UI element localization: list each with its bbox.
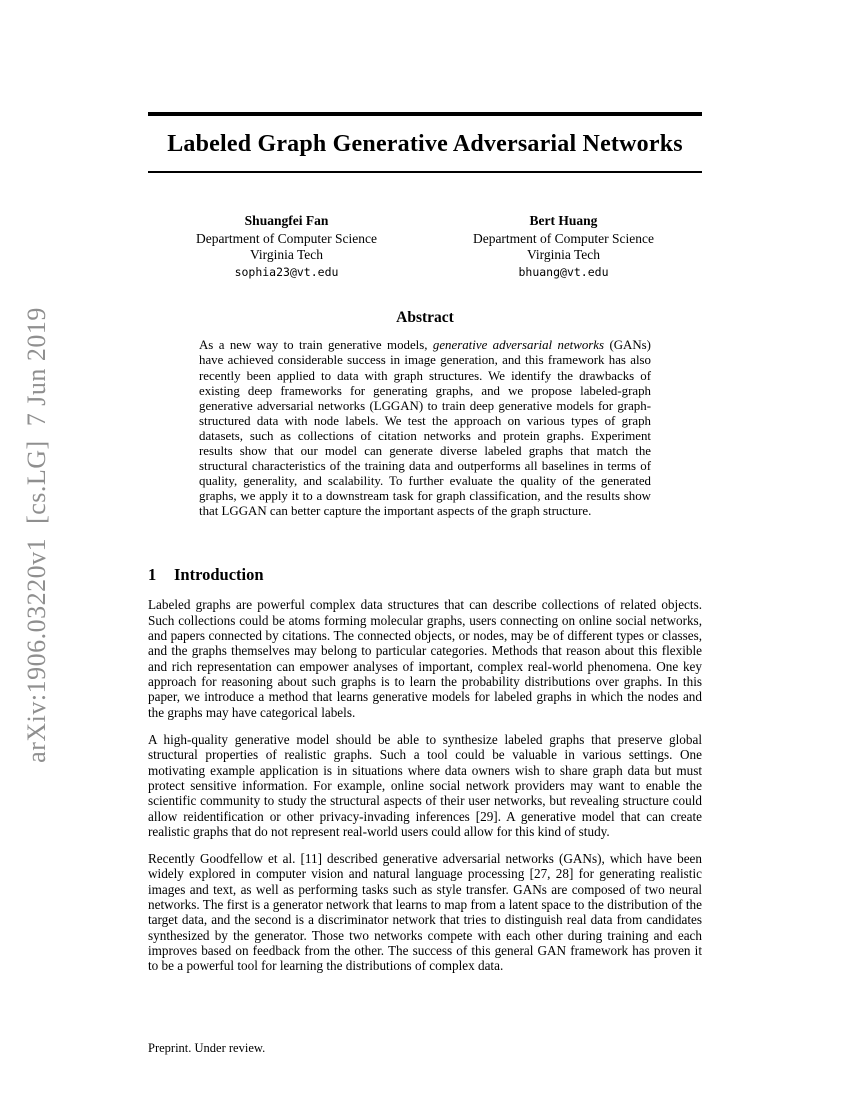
author-1-department: Department of Computer Science <box>195 231 378 247</box>
author-2-name: Bert Huang <box>529 213 598 228</box>
author-2-institution: Virginia Tech <box>526 247 601 263</box>
author-2-email: bhuang@vt.edu <box>518 264 609 279</box>
abstract-lead: As a new way to train generative models, <box>199 338 433 353</box>
arxiv-watermark: arXiv:1906.03220v1 [cs.LG] 7 Jun 2019 <box>22 307 51 763</box>
title-rule-top <box>148 112 702 116</box>
paper-content <box>148 0 702 974</box>
paper-title: Labeled Graph Generative Adversarial Networks <box>167 131 683 157</box>
abstract-rest: (GANs) have achieved considerable success in image generation, and this framework has also recently been applied to data with graph structures. We identify the drawbacks of existing deep frameworks for generating graphs, and we propose labeled-graph generative adversarial networks (LGGAN) to train deep generative models for graph-structured data with node labels. We test the approach on various types of graph datasets, such as collections of citation networks and protein graphs. Experiment results show that our model can generate diverse labeled graphs that match the structural characteristics of the training data and outperforms all baselines in terms of quality, generality, and scalability. To further evaluate the quality of the generated graphs, we apply it to a downstream task for graph classification, and the results show that LGGAN can better capture the important aspects of the graph structure. <box>199 338 651 519</box>
author-1 <box>148 213 425 279</box>
section-number: 1 <box>148 565 157 585</box>
author-1-institution: Virginia Tech <box>249 247 324 263</box>
abstract-text <box>199 338 651 519</box>
author-1-name: Shuangfei Fan <box>244 213 329 228</box>
author-1-email: sophia23@vt.edu <box>234 264 339 279</box>
author-block <box>148 213 702 279</box>
intro-paragraph-1: Labeled graphs are powerful complex data structures that can describe collections of related objects. Such collections could be atoms forming molecular graphs, users connecting on online social networks, and papers connected by citations. The connected objects, or nodes, may be of different types or classes, and the graphs themselves may belong to particular categories. Methods that reason about this flexible and rich representation can empower analyses of important, complex real-world phenomena. One key approach for reasoning about such graphs is to learn the probability distributions over graphs. In this paper, we introduce a method that learns generative models for labeled graphs in which the nodes and the graphs may have categorical labels. <box>148 597 702 720</box>
author-2 <box>425 213 702 279</box>
author-2-department: Department of Computer Science <box>472 231 655 247</box>
abstract-emphasis: generative adversarial networks <box>432 338 605 353</box>
intro-paragraph-3: Recently Goodfellow et al. [11] described generative adversarial networks (GANs), which have been widely explored in computer vision and natural language processing [27, 28] for generating realistic images and text, as well as performing tasks such as style transfer. GANs are composed of two neural networks. The first is a generator network that learns to map from a latent space to the distribution of the target data, and the second is a discriminator network that tries to distinguish real data from candidates synthesized by the generator. Those two networks compete with each other during training and each improves based on feedback from the other. The success of this general GAN framework has proven it to be a powerful tool for learning the distributions of complex data. <box>148 851 702 974</box>
section-title: Introduction <box>174 565 264 585</box>
section-heading-introduction <box>148 565 702 585</box>
preprint-notice: Preprint. Under review. <box>148 1041 266 1055</box>
abstract-section <box>148 309 702 519</box>
title-rule-bottom <box>148 171 702 173</box>
abstract-heading: Abstract <box>396 309 454 327</box>
intro-paragraph-2: A high-quality generative model should be able to synthesize labeled graphs that preserve global structural properties of realistic graphs. Such a tool could be valuable in various settings. One motivating example application is in situations where data owners wish to share graph data but must protect sensitive information. For example, online social network providers may want to enable the scientific community to study the structural aspects of their user networks, but revealing structure could allow reidentification or other privacy-invading inferences [29]. A generative model that can create realistic graphs that do not represent real-world users could allow for this kind of study. <box>148 731 702 839</box>
